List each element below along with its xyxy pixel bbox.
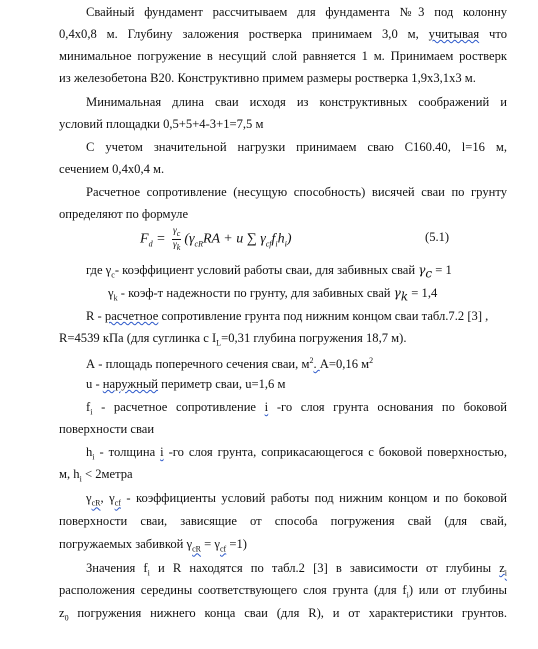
text-run: = 1,4 [408,286,438,300]
subscript: i [284,239,287,249]
spellcheck-word: наружный [102,377,159,391]
equation-number: (5.1) [425,230,450,244]
subscript: cR [91,498,101,508]
formula-term: RA + u ∑ γ [202,231,266,247]
subscript: i [92,452,95,462]
subscript: k [400,289,409,304]
text-run: ) или от глубины [408,583,508,597]
text-run: u - [86,377,103,391]
subscript: c [425,266,433,281]
text-run: расположения середины соответствующего слоя грунта (для f [59,583,407,597]
text-run: Значения f [86,561,148,575]
fraction-numerator [172,226,181,240]
spellcheck-word: i [160,445,164,459]
fraction-denominator [172,240,181,253]
formula-term: ) [286,231,292,247]
paragraph-line [59,605,507,627]
subscript: i [275,239,278,249]
gamma-symbol: γ [173,239,177,250]
paragraph-line [108,285,538,307]
paragraph-line: определяют по формуле [59,207,189,221]
paragraph-line [59,26,507,42]
text-run: R=4539 кПа (для суглинка с I [59,331,217,345]
subscript: c [176,228,181,238]
text-run: где γ [86,263,112,277]
paragraph-line: поверхности сваи, зависящие от способа погружения свай (для свай, [59,514,507,528]
subscript: i [147,568,150,578]
text-run: =0,16 м [328,357,370,372]
text-run: сопротивление грунта под нижним концом сваи табл.7.2 [3] , [158,309,489,323]
subscript: i [79,474,82,484]
paragraph-line [86,353,534,372]
text-run: 0,4х0,8 м. Глубину заложения ростверка принимаем 3,0 м, [59,27,429,41]
formula-term: h [277,231,285,247]
spellcheck-word: z [499,561,505,575]
text-run: - расчетное сопротивление [92,400,265,414]
text-run: =1) [226,537,247,551]
subscript: L [216,338,222,348]
text-run: = 1 [432,263,452,277]
paragraph-line: Минимальная длина сваи исходя из конструктивных соображений и [86,95,507,109]
text-run: погружаемых забивкой [59,537,187,551]
formula-lhs-sub: d [148,239,153,249]
paragraph-line: поверхности сваи [59,422,155,436]
paragraph-line: из железобетона В20. Конструктивно примем размеры ростверка 1,9х3,1х3 м. [59,71,476,85]
subscript: i [406,590,409,600]
formula-term: f [271,231,276,247]
paragraph-line: Свайный фундамент рассчитываем для фундамента №3 под колонну [86,5,507,19]
paragraph-line: условий площадки 0,5+5+4-3+1=7,5 м [59,117,264,131]
text-run: R - [86,309,105,323]
formula-lhs: F [140,231,149,247]
paragraph-line [86,444,507,466]
text-run: погружения нижнего конца сваи (для R), и от характеристики грунтов. [68,606,507,620]
paragraph-line: С учетом значительной нагрузки принимаем сваю С160.40, l=16 м, [86,140,507,154]
subscript: i [90,407,93,417]
superscript: 2 [309,356,314,365]
spellcheck-word: учитывая [428,27,480,41]
subscript: cf [265,239,272,249]
text-run: , [100,491,110,505]
paragraph-line [86,399,507,421]
formula-fd [140,226,292,256]
gamma-symbol: γ [173,226,177,236]
paragraph-line [59,466,507,488]
paragraph-line: сечением 0,4х0,4 м. [59,162,165,176]
text-run: - коэффициенты условий работы под нижним концом и по боковой [120,491,507,505]
superscript: 2 [369,356,374,365]
subscript: cR [194,239,203,249]
text-run: м, h [59,467,80,481]
text-run: А [319,357,329,372]
subscript: cR [192,544,202,554]
gamma-symbol: γ [393,286,401,300]
text-run: периметр сваи, u=1,6 м [158,377,286,391]
text-run: f [86,400,91,414]
paragraph-line [86,560,507,582]
spellcheck-word: . [313,357,320,372]
subscript: cf [114,498,121,508]
paragraph-line [59,582,507,604]
gamma-symbol: γ [418,263,426,277]
subscript: i [504,568,508,578]
text-run: и R находятся по табл.2 [3] в зависимости от глубины [149,561,500,575]
subscript: k [176,242,181,252]
paragraph-line [59,330,507,352]
formula-equals: = [152,231,170,247]
gamma-symbol: γ [186,537,193,551]
formula-term: (γ [184,231,195,247]
spellcheck-word: расчетное [104,309,159,323]
text-run: - толщина [94,445,161,459]
text-run: -го слоя грунта основания по боковой [268,400,507,414]
subscript: cf [219,544,227,554]
gamma-symbol: γ [86,491,92,505]
text-run: =0,31 глубина погружения 18,7 м). [221,331,407,345]
text-run: А - площадь поперечного сечения сваи, м [86,357,310,372]
paragraph-line [59,536,507,558]
subscript: 0 [64,613,69,623]
text-run: z [59,606,65,620]
paragraph-line: минимальное погружение в несущий слой равняется 1 м. Принимаем ростверк [59,49,507,63]
text-run: h [86,445,93,459]
spellcheck-word: i [264,400,269,414]
text-run: < 2метра [81,467,133,481]
text-run: что [479,27,507,41]
text-run: - коэффициент условий работы сваи, для забивных свай [114,263,419,277]
text-run: -го слоя грунта, соприкасающегося с боковой поверхностью, [163,445,507,459]
paragraph-line [86,490,507,512]
paragraph-line [86,308,534,324]
paragraph-line [86,376,534,392]
gamma-symbol: γ [108,286,114,300]
paragraph-line: Расчетное сопротивление (несущую способность) висячей сваи по грунту [86,185,507,199]
paragraph-line [86,262,534,284]
gamma-symbol: γ [109,491,115,505]
text-run: - коэф-т надежности по грунту, для забивных свай [117,286,394,300]
subscript: c [111,270,115,280]
text-run: = γ [201,537,220,551]
subscript: k [113,293,118,303]
formula-fraction [172,226,181,253]
